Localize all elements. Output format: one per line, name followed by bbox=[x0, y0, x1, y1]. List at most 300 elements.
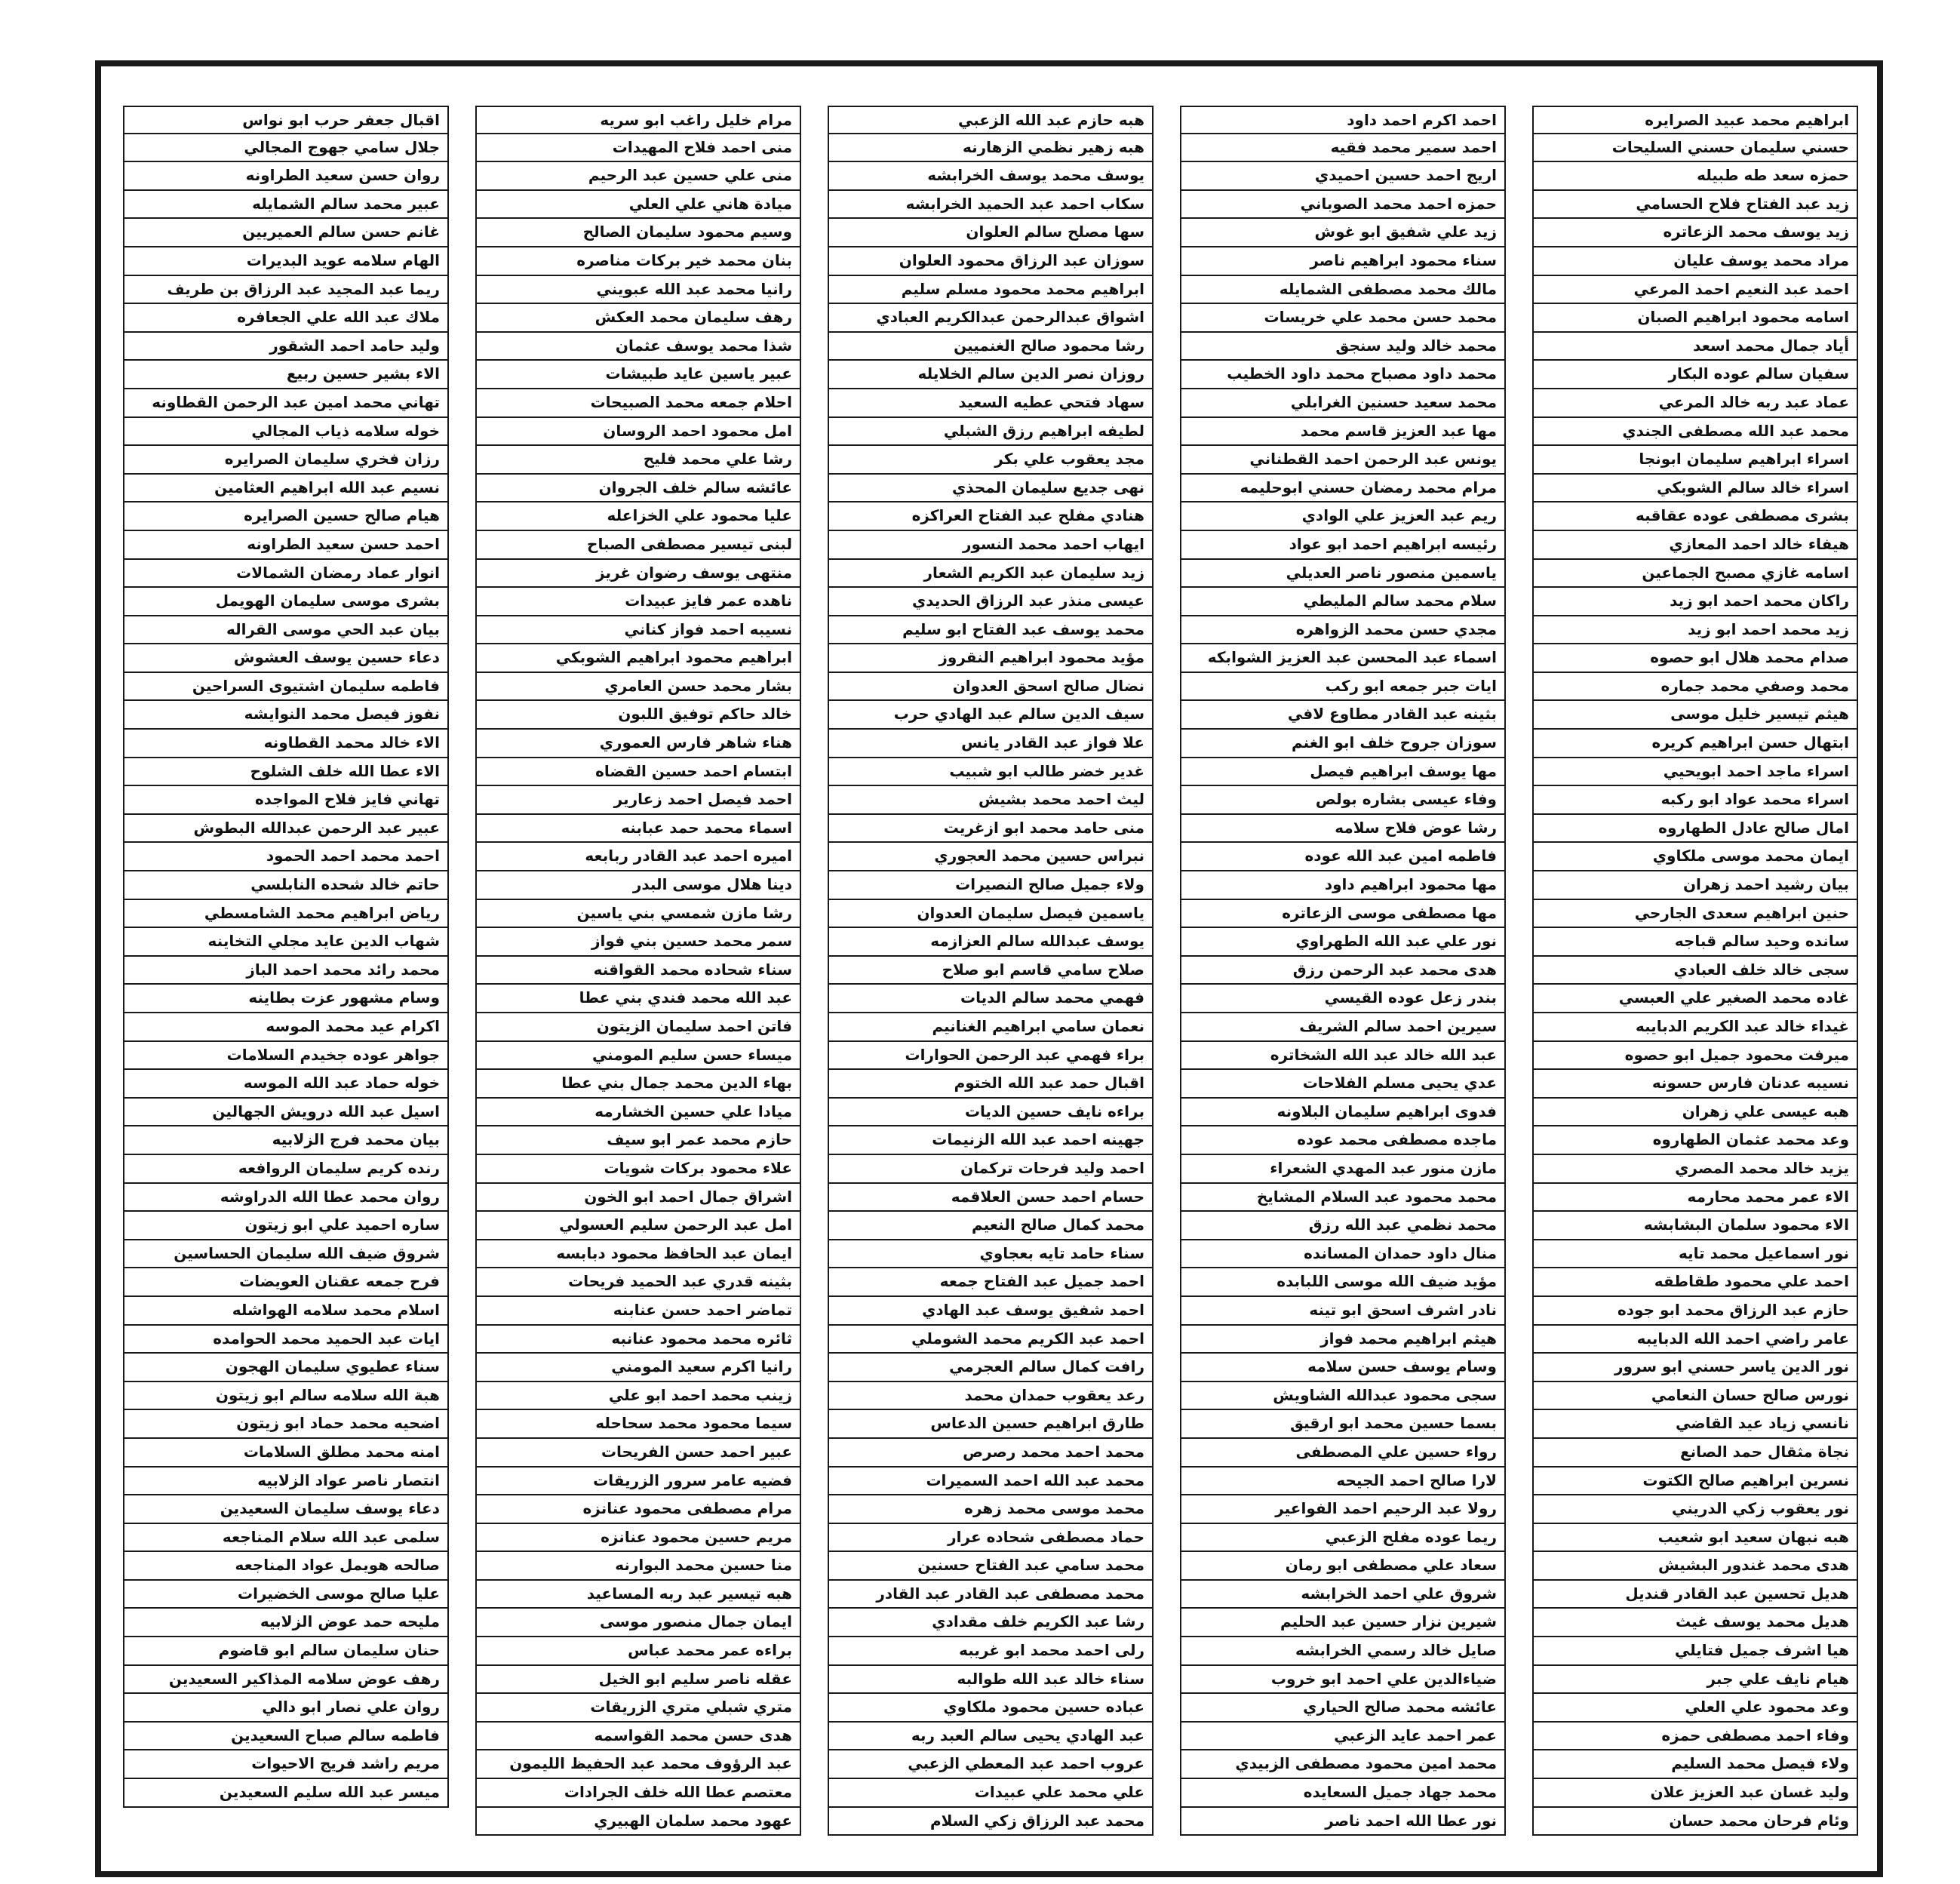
name-cell: محمد عبد الرزاق زكي السلام bbox=[828, 1808, 1154, 1836]
name-cell: نور الدين ياسر حسني ابو سرور bbox=[1532, 1354, 1858, 1382]
name-cell: اشواق عبدالرحمن عبدالكريم العبادي bbox=[828, 304, 1154, 333]
name-cell: سمر محمد حسين بني فواز bbox=[475, 928, 801, 957]
name-cell: سيف الدين سالم عبد الهادي حرب bbox=[828, 701, 1154, 730]
name-cell: هيثم تيسير خليل موسى bbox=[1532, 701, 1858, 730]
name-cell: دعاء يوسف سليمان السعيدين bbox=[123, 1495, 449, 1524]
name-cell: سفيان سالم عوده البكار bbox=[1532, 361, 1858, 389]
name-cell: اسامه غازي مصبح الجماعين bbox=[1532, 560, 1858, 589]
name-cell: زينب محمد احمد ابو علي bbox=[475, 1382, 801, 1411]
name-cell: حازم محمد عمر ابو سيف bbox=[475, 1126, 801, 1155]
name-cell: رهف سليمان محمد العكش bbox=[475, 304, 801, 333]
name-cell: حمزه سعد طه طبيله bbox=[1532, 162, 1858, 191]
name-cell: الهام سلامه عويد البديرات bbox=[123, 247, 449, 276]
name-cell: عبد الله محمد فندي بني عطا bbox=[475, 985, 801, 1013]
name-cell: امنه محمد مطلق السلامات bbox=[123, 1439, 449, 1468]
name-cell: براء فهمي عبد الرحمن الحوارات bbox=[828, 1042, 1154, 1071]
name-cell: محمد محمود عبد السلام المشايخ bbox=[1180, 1184, 1506, 1212]
name-cell: صالحه هويمل عواد المناجعه bbox=[123, 1552, 449, 1581]
name-cell: فاطمه امين عبد الله عوده bbox=[1180, 843, 1506, 871]
name-cell: ريم عبد العزيز علي الوادي bbox=[1180, 503, 1506, 531]
name-cell: سناء شحاده محمد القواقنه bbox=[475, 957, 801, 985]
name-cell: محمد حسن محمد علي خريسات bbox=[1180, 304, 1506, 333]
name-cell: مها مصطفى موسى الزعاتره bbox=[1180, 900, 1506, 929]
name-cell: نسيم عبد الله ابراهيم العثامين bbox=[123, 475, 449, 503]
name-cell: اسراء ابراهيم سليمان ابونجا bbox=[1532, 446, 1858, 475]
name-cell: رياض ابراهيم محمد الشامسطي bbox=[123, 900, 449, 929]
name-cell: الاء عطا الله خلف الشلوح bbox=[123, 758, 449, 787]
name-cell: هبه زهير نظمي الزهارنه bbox=[828, 134, 1154, 163]
name-cell: وسام مشهور عزت بطاينه bbox=[123, 985, 449, 1013]
name-cell: تهاني فايز فلاح المواجده bbox=[123, 786, 449, 815]
name-cell: منى علي حسين عبد الرحيم bbox=[475, 162, 801, 191]
name-cell: يزيد خالد محمد المصري bbox=[1532, 1155, 1858, 1184]
name-cell: رواء حسين علي المصطفى bbox=[1180, 1439, 1506, 1468]
name-cell: رانيا اكرم سعيد المومني bbox=[475, 1354, 801, 1382]
name-cell: ريما عوده مفلح الزعبي bbox=[1180, 1524, 1506, 1553]
name-cell: براءه نايف حسين الديات bbox=[828, 1099, 1154, 1127]
name-cell: مالك محمد مصطفى الشمايله bbox=[1180, 276, 1506, 305]
name-cell: نعمان سامي ابراهيم الغنانيم bbox=[828, 1013, 1154, 1042]
name-cell: نورس صالح حسان النعامي bbox=[1532, 1382, 1858, 1411]
name-cell: زيد عبد الفتاح فلاح الحسامي bbox=[1532, 191, 1858, 220]
name-cell: سلام محمد سالم المليطي bbox=[1180, 588, 1506, 616]
name-cell: سهاد فتحي عطيه السعيد bbox=[828, 389, 1154, 418]
name-cell: رلى احمد محمد ابو غريبه bbox=[828, 1637, 1154, 1666]
name-cell: اكرام عيد محمد الموسه bbox=[123, 1013, 449, 1042]
name-cell: لبنى تيسير مصطفى الصباح bbox=[475, 531, 801, 560]
name-cell: بسما حسين محمد ابو ارقيق bbox=[1180, 1410, 1506, 1439]
name-cell: اميره احمد عبد القادر ربابعه bbox=[475, 843, 801, 871]
name-cell: شذا محمد يوسف عثمان bbox=[475, 333, 801, 361]
name-cell: روزان نصر الدين سالم الخلايله bbox=[828, 361, 1154, 389]
name-cell: شروق علي احمد الخرابشه bbox=[1180, 1581, 1506, 1609]
name-cell: مازن منور عبد المهدي الشعراء bbox=[1180, 1155, 1506, 1184]
name-cell: انوار عماد رمضان الشمالات bbox=[123, 560, 449, 589]
name-cell: عليا صالح موسى الخضيرات bbox=[123, 1581, 449, 1609]
name-cell: الاء خالد محمد القطاونه bbox=[123, 730, 449, 758]
name-cell: يونس عبد الرحمن احمد القطناني bbox=[1180, 446, 1506, 475]
name-cell: لارا صالح احمد الجيحه bbox=[1180, 1468, 1506, 1496]
name-cell: زيد يوسف محمد الزعاتره bbox=[1532, 219, 1858, 247]
name-cell: ناهده عمر فايز عبيدات bbox=[475, 588, 801, 616]
name-cell: وفاء احمد مصطفى حمزه bbox=[1532, 1723, 1858, 1751]
name-cell: فضيه عامر سرور الزريقات bbox=[475, 1468, 801, 1496]
name-cell: ابتهال حسن ابراهيم كريره bbox=[1532, 730, 1858, 758]
name-cell: بثينه قدري عبد الحميد فريحات bbox=[475, 1268, 801, 1297]
name-cell: منا حسين محمد البوارنه bbox=[475, 1552, 801, 1581]
name-cell: معتصم عطا الله خلف الجرادات bbox=[475, 1779, 801, 1808]
name-cell: غاده محمد الصغير علي العبسي bbox=[1532, 985, 1858, 1013]
name-cell: سناء عطيوي سليمان الهجون bbox=[123, 1354, 449, 1382]
name-cell: سها مصلح سالم العلوان bbox=[828, 219, 1154, 247]
name-cell: حمزه احمد محمد الصوباني bbox=[1180, 191, 1506, 220]
name-cell: محمد احمد محمد رصرص bbox=[828, 1439, 1154, 1468]
name-cell: غدير خضر طالب ابو شبيب bbox=[828, 758, 1154, 787]
name-cell: محمد داود مصباح محمد داود الخطيب bbox=[1180, 361, 1506, 389]
name-cell: نفوز فيصل محمد النوايشه bbox=[123, 701, 449, 730]
name-cell: محمد يوسف عبد الفتاح ابو سليم bbox=[828, 616, 1154, 645]
name-cell: اسماء عبد المحسن عبد العزيز الشوابكه bbox=[1180, 644, 1506, 673]
name-cell: اشراق جمال احمد ابو الخون bbox=[475, 1184, 801, 1212]
name-cell: متري شبلي متري الزريقات bbox=[475, 1694, 801, 1723]
name-cell: محمد وصفي محمد جماره bbox=[1532, 673, 1858, 702]
name-cell: هيثم ابراهيم محمد فواز bbox=[1180, 1326, 1506, 1354]
name-cell: هيام صالح حسين الصرايره bbox=[123, 503, 449, 531]
name-cell: حازم عبد الرزاق محمد ابو جوده bbox=[1532, 1297, 1858, 1326]
name-cell: روان حسن سعيد الطراونه bbox=[123, 162, 449, 191]
name-cell: رشا عبد الكريم خلف مقدادي bbox=[828, 1609, 1154, 1637]
names-column-4 bbox=[475, 106, 801, 1836]
name-cell: نجاة مثقال حمد الصانع bbox=[1532, 1439, 1858, 1468]
names-column-5 bbox=[123, 106, 449, 1808]
name-cell: ميساء حسن سليم المومني bbox=[475, 1042, 801, 1071]
name-cell: ايمان عبد الحافظ محمود دبابسه bbox=[475, 1240, 801, 1269]
name-cell: ماجده مصطفى محمد عوده bbox=[1180, 1126, 1506, 1155]
name-cell: يوسف عبدالله سالم العزازمه bbox=[828, 928, 1154, 957]
name-cell: عقله ناصر سليم ابو الخيل bbox=[475, 1666, 801, 1695]
name-cell: محمد سعيد حسنين الغرابلي bbox=[1180, 389, 1506, 418]
name-cell: ميادا علي حسين الخشارمه bbox=[475, 1099, 801, 1127]
name-cell: رانيا محمد عبد الله عبويني bbox=[475, 276, 801, 305]
name-cell: نضال صالح اسحق العدوان bbox=[828, 673, 1154, 702]
name-cell: احمد اكرم احمد داود bbox=[1180, 106, 1506, 134]
name-cell: ريما عبد المجيد عبد الرزاق بن طريف bbox=[123, 276, 449, 305]
name-cell: نبراس حسين محمد العجوري bbox=[828, 843, 1154, 871]
name-cell: هيفاء خالد احمد المعازي bbox=[1532, 531, 1858, 560]
name-cell: هدى حسن محمد القواسمه bbox=[475, 1723, 801, 1751]
name-cell: سيما محمود محمد سحاحله bbox=[475, 1410, 801, 1439]
name-cell: رئيسه ابراهيم احمد ابو عواد bbox=[1180, 531, 1506, 560]
name-cell: راكان محمد احمد ابو زيد bbox=[1532, 588, 1858, 616]
name-cell: فدوى ابراهيم سليمان البلاونه bbox=[1180, 1099, 1506, 1127]
name-cell: نهى جديع سليمان المحذي bbox=[828, 475, 1154, 503]
name-cell: وسيم محمود سليمان الصالح bbox=[475, 219, 801, 247]
name-cell: حماد مصطفى شحاده عرار bbox=[828, 1524, 1154, 1553]
name-cell: هبه عيسى علي زهران bbox=[1532, 1099, 1858, 1127]
name-cell: احمد شفيق يوسف عبد الهادي bbox=[828, 1297, 1154, 1326]
name-cell: امل محمود احمد الروسان bbox=[475, 418, 801, 447]
name-cell: وسام يوسف حسن سلامه bbox=[1180, 1354, 1506, 1382]
name-cell: رافت كمال سالم العجرمي bbox=[828, 1354, 1154, 1382]
name-cell: انتصار ناصر عواد الزلابيه bbox=[123, 1468, 449, 1496]
name-cell: وئام فرحان محمد حسان bbox=[1532, 1808, 1858, 1836]
name-cell: خالد حاكم توفيق اللبون bbox=[475, 701, 801, 730]
name-cell: بنان محمد خير بركات مناصره bbox=[475, 247, 801, 276]
name-cell: زيد سليمان عبد الكريم الشعار bbox=[828, 560, 1154, 589]
name-cell: ولاء جميل صالح النصيرات bbox=[828, 871, 1154, 900]
name-cell: عبير محمد سالم الشمايله bbox=[123, 191, 449, 220]
name-cell: رنده كريم سليمان الروافعه bbox=[123, 1155, 449, 1184]
name-cell: احمد محمد احمد الحمود bbox=[123, 843, 449, 871]
name-cell: عبد الهادي يحيى سالم العبد ربه bbox=[828, 1723, 1154, 1751]
name-cell: ميادة هاني علي العلي bbox=[475, 191, 801, 220]
name-cell: عائشه سالم خلف الجروان bbox=[475, 475, 801, 503]
name-cell: ايمان جمال منصور موسى bbox=[475, 1609, 801, 1637]
name-cell: الاء عمر محمد محارمه bbox=[1532, 1184, 1858, 1212]
name-cell: وليد حامد احمد الشقور bbox=[123, 333, 449, 361]
name-cell: هبه حازم عبد الله الزعبي bbox=[828, 106, 1154, 134]
name-cell: هيام نايف علي جبر bbox=[1532, 1666, 1858, 1695]
name-cell: اقبال حمد عبد الله الختوم bbox=[828, 1070, 1154, 1099]
name-cell: هبة الله سلامه سالم ابو زيتون bbox=[123, 1382, 449, 1411]
name-cell: شهاب الدين عايد مجلي التخاينه bbox=[123, 928, 449, 957]
name-cell: صدام محمد هلال ابو حصوه bbox=[1532, 644, 1858, 673]
name-cell: عليا محمود علي الخزاعله bbox=[475, 503, 801, 531]
name-cell: مها عبد العزيز قاسم محمد bbox=[1180, 418, 1506, 447]
name-cell: محمد خالد وليد سنجق bbox=[1180, 333, 1506, 361]
name-cell: رشا علي محمد فليح bbox=[475, 446, 801, 475]
name-cell: نادر اشرف اسحق ابو تينه bbox=[1180, 1297, 1506, 1326]
name-cell: مرام محمد رمضان حسني ابوحليمه bbox=[1180, 475, 1506, 503]
name-cell: ميسر عبد الله سليم السعيدين bbox=[123, 1779, 449, 1808]
name-cell: اسراء خالد سالم الشوبكي bbox=[1532, 475, 1858, 503]
name-cell: احمد عبد الكريم محمد الشوملي bbox=[828, 1326, 1154, 1354]
name-cell: ميرفت محمود جميل ابو حصوه bbox=[1532, 1042, 1858, 1071]
name-cell: ابراهيم محمد محمود مسلم سليم bbox=[828, 276, 1154, 305]
name-cell: ثائره محمد محمود عنانبه bbox=[475, 1326, 801, 1354]
name-cell: احمد وليد فرحات تركمان bbox=[828, 1155, 1154, 1184]
name-cell: جواهر عوده جخيدم السلامات bbox=[123, 1042, 449, 1071]
name-cell: سيرين احمد سالم الشريف bbox=[1180, 1013, 1506, 1042]
name-cell: احمد سمير محمد فقيه bbox=[1180, 134, 1506, 163]
name-cell: رهف عوض سلامه المذاكير السعيدين bbox=[123, 1666, 449, 1695]
name-cell: ياسمين منصور ناصر العديلي bbox=[1180, 560, 1506, 589]
name-cell: أياد جمال محمد اسعد bbox=[1532, 333, 1858, 361]
name-cell: محمد سامي عبد الفتاح حسنين bbox=[828, 1552, 1154, 1581]
name-cell: نسرين ابراهيم صالح الكتوت bbox=[1532, 1468, 1858, 1496]
name-cell: هديل تحسين عبد القادر قنديل bbox=[1532, 1581, 1858, 1609]
name-cell: حسام احمد حسن العلاقمه bbox=[828, 1184, 1154, 1212]
name-cell: فرح جمعه عقنان العويضات bbox=[123, 1268, 449, 1297]
name-cell: اضحيه محمد حماد ابو زيتون bbox=[123, 1410, 449, 1439]
name-cell: فاتن احمد سليمان الزيتون bbox=[475, 1013, 801, 1042]
names-column-3 bbox=[828, 106, 1154, 1836]
name-cell: مرام مصطفى محمود عنانزه bbox=[475, 1495, 801, 1524]
name-cell: بيان رشيد احمد زهران bbox=[1532, 871, 1858, 900]
name-cell: محمد كمال صالح النعيم bbox=[828, 1212, 1154, 1240]
name-cell: مريم راشد فريج الاحيوات bbox=[123, 1750, 449, 1779]
name-cell: ايمان محمد موسى ملكاوي bbox=[1532, 843, 1858, 871]
name-cell: نانسي زياد عيد القاضي bbox=[1532, 1410, 1858, 1439]
name-cell: سوزان عبد الرزاق محمود العلوان bbox=[828, 247, 1154, 276]
name-cell: دعاء حسين يوسف العشوش bbox=[123, 644, 449, 673]
name-cell: ياسمين فيصل سليمان العدوان bbox=[828, 900, 1154, 929]
name-cell: رزان فخري سليمان الصرايره bbox=[123, 446, 449, 475]
name-cell: بهاء الدين محمد جمال بني عطا bbox=[475, 1070, 801, 1099]
name-cell: احلام جمعه محمد الصبيحات bbox=[475, 389, 801, 418]
name-cell: ابراهيم محمود ابراهيم الشوبكي bbox=[475, 644, 801, 673]
name-cell: اسراء محمد عواد ابو ركبه bbox=[1532, 786, 1858, 815]
name-cell: رشا محمود صالح الغنميين bbox=[828, 333, 1154, 361]
name-cell: عدي يحيى مسلم الفلاحات bbox=[1180, 1070, 1506, 1099]
name-cell: رشا عوض فلاح سلامه bbox=[1180, 815, 1506, 844]
name-cell: محمد عبد الله مصطفى الجندي bbox=[1532, 418, 1858, 447]
name-cell: محمد نظمي عبد الله رزق bbox=[1180, 1212, 1506, 1240]
name-cell: نور اسماعيل محمد تايه bbox=[1532, 1240, 1858, 1269]
name-cell: فاطمه سليمان اشتيوى السراحين bbox=[123, 673, 449, 702]
name-cell: صايل خالد رسمي الخرابشه bbox=[1180, 1637, 1506, 1666]
name-cell: خوله سلامه ذياب المجالي bbox=[123, 418, 449, 447]
name-cell: وليد غسان عبد العزيز علان bbox=[1532, 1779, 1858, 1808]
name-cell: نور يعقوب زكي الدريني bbox=[1532, 1495, 1858, 1524]
name-cell: سجى خالد خلف العبادي bbox=[1532, 957, 1858, 985]
name-cell: ابراهيم محمد عبيد الصرايره bbox=[1532, 106, 1858, 134]
name-cell: تماضر احمد حسن عنابنه bbox=[475, 1297, 801, 1326]
name-cell: سعاد علي مصطفى ابو رمان bbox=[1180, 1552, 1506, 1581]
name-cell: ايهاب احمد محمد النسور bbox=[828, 531, 1154, 560]
name-cell: سانده وحيد سالم قباجه bbox=[1532, 928, 1858, 957]
name-cell: اسراء ماجد احمد ابويحيي bbox=[1532, 758, 1858, 787]
name-cell: رولا عبد الرحيم احمد الفواعير bbox=[1180, 1495, 1506, 1524]
name-cell: هديل محمد يوسف غيث bbox=[1532, 1609, 1858, 1637]
name-cell: طارق ابراهيم حسين الدعاس bbox=[828, 1410, 1154, 1439]
name-cell: غيداء خالد عبد الكريم الدبايبه bbox=[1532, 1013, 1858, 1042]
name-cell: مؤيد ضيف الله موسى اللبابده bbox=[1180, 1268, 1506, 1297]
name-cell: امل عبد الرحمن سليم العسولي bbox=[475, 1212, 801, 1240]
name-cell: عبير ياسين عايد طبيشات bbox=[475, 361, 801, 389]
name-cell: عبير عبد الرحمن عبدالله البطوش bbox=[123, 815, 449, 844]
name-cell: مرام خليل راغب ابو سريه bbox=[475, 106, 801, 134]
name-cell: سناء محمود ابراهيم ناصر bbox=[1180, 247, 1506, 276]
name-cell: هدى محمد غندور البشيش bbox=[1532, 1552, 1858, 1581]
name-cell: مراد محمد يوسف عليان bbox=[1532, 247, 1858, 276]
name-cell: حنان سليمان سالم ابو قاضوم bbox=[123, 1637, 449, 1666]
name-cell: مها محمود ابراهيم داود bbox=[1180, 871, 1506, 900]
name-cell: روان محمد عطا الله الدراوشه bbox=[123, 1184, 449, 1212]
names-column-2 bbox=[1180, 106, 1506, 1836]
name-cell: محمد مصطفى عبد القادر عبد القادر bbox=[828, 1581, 1154, 1609]
name-cell: محمد رائد محمد احمد الباز bbox=[123, 957, 449, 985]
name-cell: محمد عبد الله احمد السميرات bbox=[828, 1468, 1154, 1496]
name-cell: جهينه احمد عبد الله الزنيمات bbox=[828, 1126, 1154, 1155]
name-cell: سجى محمود عبدالله الشاويش bbox=[1180, 1382, 1506, 1411]
name-cell: محمد جهاد جميل السعايده bbox=[1180, 1779, 1506, 1808]
name-cell: سناء خالد عبد الله طوالبه bbox=[828, 1666, 1154, 1695]
name-cell: صلاح سامي قاسم ابو صلاح bbox=[828, 957, 1154, 985]
name-cell: تهاني محمد امين عبد الرحمن القطاونه bbox=[123, 389, 449, 418]
name-cell: مجدي حسن محمد الزواهره bbox=[1180, 616, 1506, 645]
name-cell: علاء محمود بركات شويات bbox=[475, 1155, 801, 1184]
name-cell: ملاك عبد الله علي الجعافره bbox=[123, 304, 449, 333]
name-cell: زيد محمد احمد ابو زيد bbox=[1532, 616, 1858, 645]
name-cell: عامر راضي احمد الله الدبايبه bbox=[1532, 1326, 1858, 1354]
name-cell: عهود محمد سلمان الهبيري bbox=[475, 1808, 801, 1836]
name-cell: رعد يعقوب حمدان محمد bbox=[828, 1382, 1154, 1411]
names-column-1 bbox=[1532, 106, 1858, 1836]
name-cell: عمر احمد عايد الزعبي bbox=[1180, 1723, 1506, 1751]
name-cell: وعد محمود علي العلي bbox=[1532, 1694, 1858, 1723]
name-cell: اسماء محمد حمد عبابنه bbox=[475, 815, 801, 844]
name-cell: الاء محمود سلمان البشابشه bbox=[1532, 1212, 1858, 1240]
name-cell: منال داود حمدان المسانده bbox=[1180, 1240, 1506, 1269]
name-cell: احمد جميل عبد الفتاح جمعه bbox=[828, 1268, 1154, 1297]
name-cell: بشرى مصطفى عوده عقاقبه bbox=[1532, 503, 1858, 531]
name-cell: غانم حسن سالم العميريين bbox=[123, 219, 449, 247]
name-cell: ولاء فيصل محمد السليم bbox=[1532, 1750, 1858, 1779]
name-cell: براءه عمر محمد عباس bbox=[475, 1637, 801, 1666]
name-cell: ساره احميد علي ابو زيتون bbox=[123, 1212, 449, 1240]
name-cell: مجد يعقوب علي بكر bbox=[828, 446, 1154, 475]
name-cell: عيسى منذر عبد الرزاق الحديدي bbox=[828, 588, 1154, 616]
name-cell: عبد الرؤوف محمد عبد الحفيظ الليمون bbox=[475, 1750, 801, 1779]
name-cell: بيان محمد فرج الزلابيه bbox=[123, 1126, 449, 1155]
name-cell: نور علي عبد الله الطهراوي bbox=[1180, 928, 1506, 957]
name-cell: حنين ابراهيم سعدى الجارحي bbox=[1532, 900, 1858, 929]
name-cell: علا فواز عبد القادر يانس bbox=[828, 730, 1154, 758]
name-cell: فهمي محمد سالم الديات bbox=[828, 985, 1154, 1013]
name-cell: هنادي مفلح عبد الفتاح العراكزه bbox=[828, 503, 1154, 531]
name-cell: شيرين نزار حسين عبد الحليم bbox=[1180, 1609, 1506, 1637]
name-cell: هدى محمد عبد الرحمن رزق bbox=[1180, 957, 1506, 985]
name-cell: لطيفه ابراهيم رزق الشبلي bbox=[828, 418, 1154, 447]
name-cell: بندر زعل عوده القيسي bbox=[1180, 985, 1506, 1013]
name-cell: عباده حسين محمود ملكاوي bbox=[828, 1694, 1154, 1723]
name-cell: اريج احمد حسين احميدي bbox=[1180, 162, 1506, 191]
name-cell: هناء شاهر فارس العموري bbox=[475, 730, 801, 758]
name-cell: اسامه محمود ابراهيم الصبان bbox=[1532, 304, 1858, 333]
name-cell: خوله حماد عبد الله الموسه bbox=[123, 1070, 449, 1099]
name-cell: سلمى عبد الله سلام المناجعه bbox=[123, 1524, 449, 1553]
name-cell: جلال سامي جهوج المجالي bbox=[123, 134, 449, 163]
name-cell: فاطمه سالم صباح السعيدين bbox=[123, 1723, 449, 1751]
name-cell: هبه تيسير عبد ربه المساعيد bbox=[475, 1581, 801, 1609]
name-cell: رشا مازن شمسي بني ياسين bbox=[475, 900, 801, 929]
name-cell: امال صالح عادل الطهاروه bbox=[1532, 815, 1858, 844]
name-cell: عماد عبد ربه خالد المرعي bbox=[1532, 389, 1858, 418]
name-cell: احمد عبد النعيم احمد المرعي bbox=[1532, 276, 1858, 305]
name-cell: ليث احمد محمد بشيش bbox=[828, 786, 1154, 815]
name-cell: منى احمد فلاح المهيدات bbox=[475, 134, 801, 163]
name-cell: مؤيد محمود ابراهيم النقروز bbox=[828, 644, 1154, 673]
name-cell: دينا هلال موسى البدر bbox=[475, 871, 801, 900]
name-cell: منى حامد محمد ابو ازغريت bbox=[828, 815, 1154, 844]
name-cell: مليحه حمد عوض الزلابيه bbox=[123, 1609, 449, 1637]
name-cell: محمد امين محمود مصطفى الزبيدي bbox=[1180, 1750, 1506, 1779]
name-cell: بثينه عبد القادر مطاوع لافي bbox=[1180, 701, 1506, 730]
name-cell: شروق ضيف الله سليمان الحساسين bbox=[123, 1240, 449, 1269]
name-cell: الاء بشير حسين ربيع bbox=[123, 361, 449, 389]
name-cell: اسيل عبد الله درويش الجهالين bbox=[123, 1099, 449, 1127]
name-cell: منتهى يوسف رضوان غريز bbox=[475, 560, 801, 589]
name-cell: وفاء عيسى بشاره بولص bbox=[1180, 786, 1506, 815]
name-cell: حسني سليمان حسني السليحات bbox=[1532, 134, 1858, 163]
name-cell: نسيبه احمد فواز كناني bbox=[475, 616, 801, 645]
name-cell: هبه نبهان سعيد ابو شعيب bbox=[1532, 1524, 1858, 1553]
name-cell: هيا اشرف جميل فتايلي bbox=[1532, 1637, 1858, 1666]
name-cell: احمد حسن سعيد الطراونه bbox=[123, 531, 449, 560]
name-cell: سناء حامد تايه بعجاوي bbox=[828, 1240, 1154, 1269]
name-cell: روان علي نصار ابو دالي bbox=[123, 1694, 449, 1723]
name-cell: عبد الله خالد عبد الله الشخاتره bbox=[1180, 1042, 1506, 1071]
name-cell: زيد علي شفيق ابو غوش bbox=[1180, 219, 1506, 247]
name-cell: علي محمد علي عبيدات bbox=[828, 1779, 1154, 1808]
name-cell: محمد موسى محمد زهره bbox=[828, 1495, 1154, 1524]
name-cell: عبير احمد حسن الفريحات bbox=[475, 1439, 801, 1468]
name-cell: ضياءالدين علي احمد ابو خروب bbox=[1180, 1666, 1506, 1695]
name-cell: ايات جبر جمعه ابو ركب bbox=[1180, 673, 1506, 702]
name-cell: احمد علي محمود طقاطقه bbox=[1532, 1268, 1858, 1297]
name-cell: اسلام محمد سلامه الهواشله bbox=[123, 1297, 449, 1326]
name-cell: سوزان جروح خلف ابو الغنم bbox=[1180, 730, 1506, 758]
name-cell: نسيبه عدنان فارس حسونه bbox=[1532, 1070, 1858, 1099]
name-cell: عروب احمد عبد المعطي الزعبي bbox=[828, 1750, 1154, 1779]
name-cell: نور عطا الله احمد ناصر bbox=[1180, 1808, 1506, 1836]
name-cell: ايات عبد الحميد محمد الحوامده bbox=[123, 1326, 449, 1354]
name-cell: بشار محمد حسن العامري bbox=[475, 673, 801, 702]
name-cell: ابتسام احمد حسين القضاه bbox=[475, 758, 801, 787]
name-cell: مها يوسف ابراهيم فيصل bbox=[1180, 758, 1506, 787]
name-cell: اقبال جعفر حرب ابو نواس bbox=[123, 106, 449, 134]
